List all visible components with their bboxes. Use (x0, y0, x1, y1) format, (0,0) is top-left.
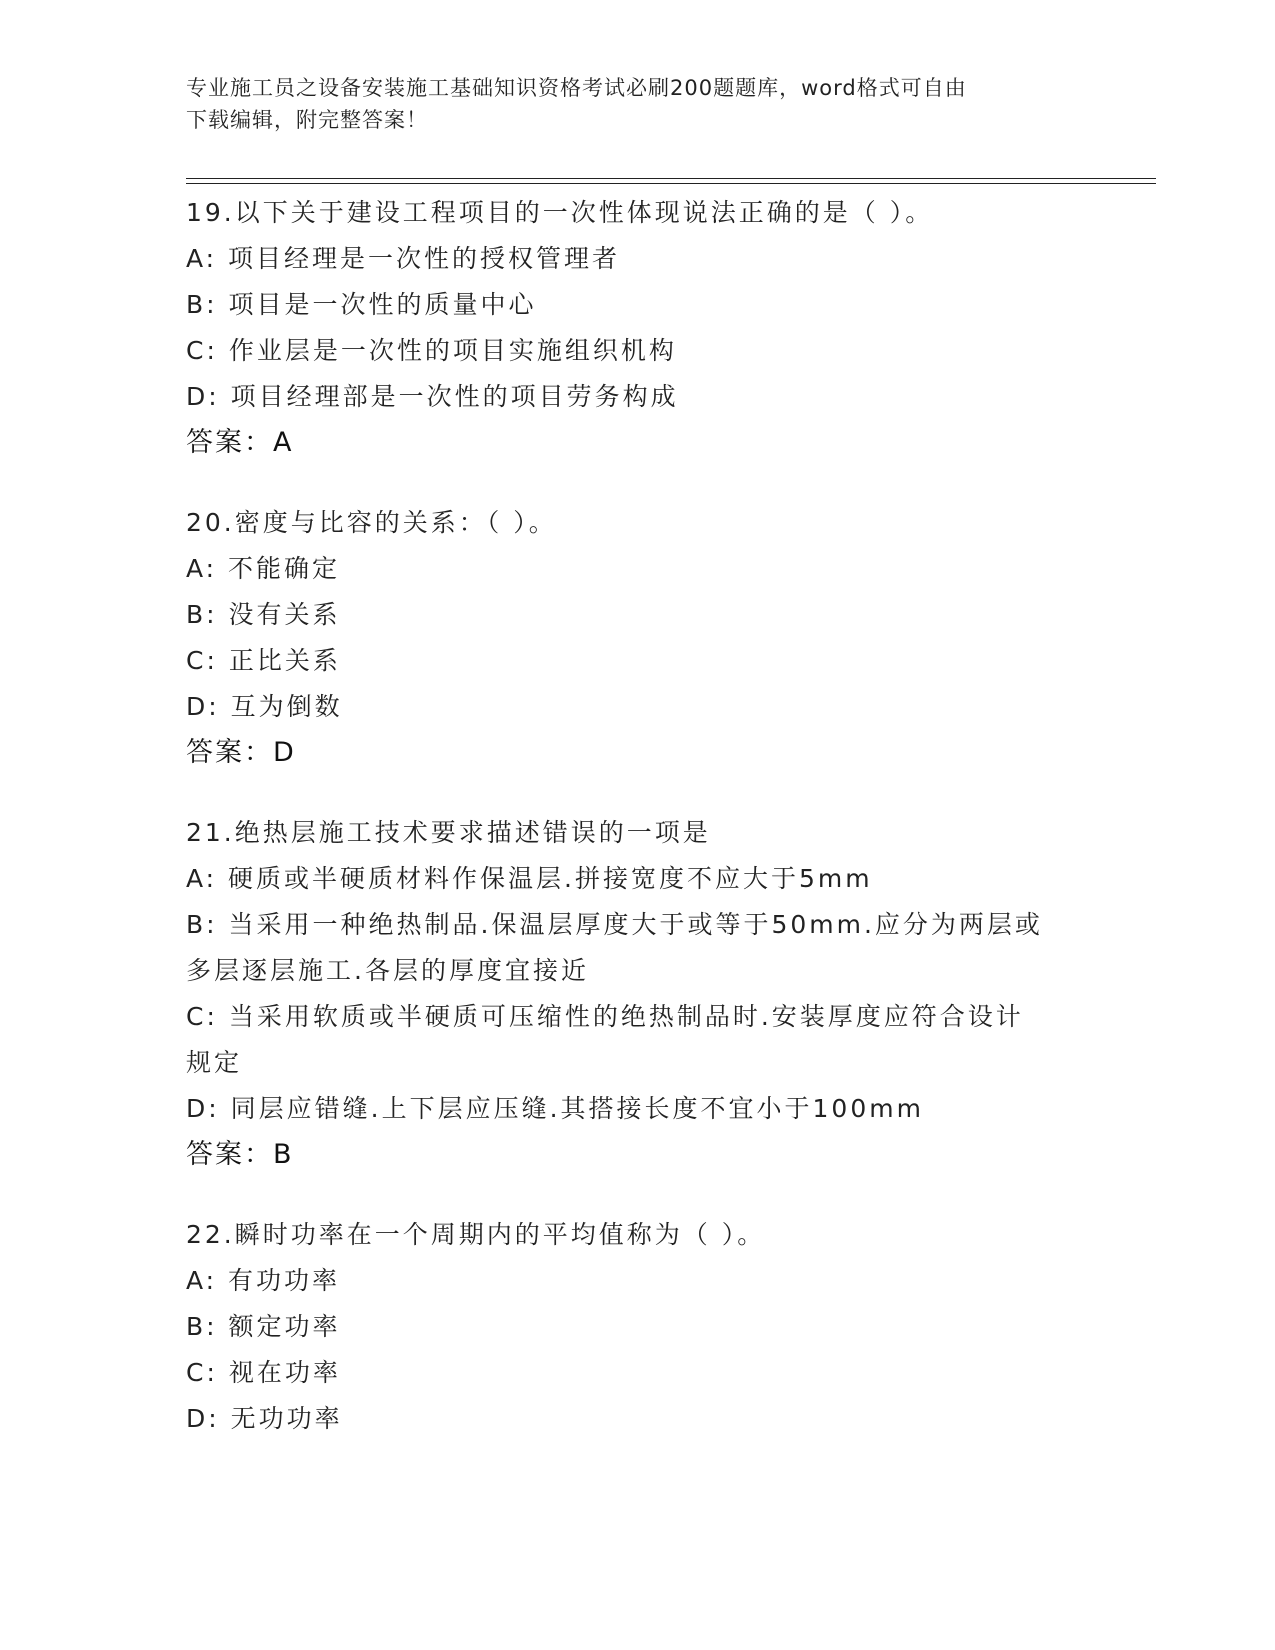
question-stem: 19.以下关于建设工程项目的一次性体现说法正确的是（ ）。 (186, 198, 934, 227)
option-b: B: 当采用一种绝热制品.保温层厚度大于或等于50mm.应分为两层或多层逐层施工.各层的厚度宜接近 (186, 910, 1043, 985)
option-a: A: 项目经理是一次性的授权管理者 (186, 244, 621, 273)
option-b: B: 额定功率 (186, 1312, 341, 1341)
option-c: C: 正比关系 (186, 646, 341, 675)
option-c: C: 作业层是一次性的项目实施组织机构 (186, 336, 677, 365)
question-stem: 20.密度与比容的关系：（ ）。 (186, 508, 557, 537)
header-line-2: 下载编辑，附完整答案！ (186, 108, 428, 132)
question-stem: 21.绝热层施工技术要求描述错误的一项是 (186, 818, 711, 847)
header-line-1: 专业施工员之设备安装施工基础知识资格考试必刷200题题库，word格式可自由 (186, 76, 967, 100)
option-b: B: 没有关系 (186, 600, 341, 629)
option-d: D: 项目经理部是一次性的项目劳务构成 (186, 382, 679, 411)
option-b: B: 项目是一次性的质量中心 (186, 290, 537, 319)
question-22 (186, 1212, 1086, 1442)
question-stem: 22.瞬时功率在一个周期内的平均值称为（ ）。 (186, 1220, 766, 1249)
option-a: A: 有功功率 (186, 1266, 341, 1295)
question-20 (186, 500, 1086, 776)
option-c: C: 视在功率 (186, 1358, 341, 1387)
option-c: C: 当采用软质或半硬质可压缩性的绝热制品时.安装厚度应符合设计规定 (186, 1002, 1024, 1077)
option-d: D: 互为倒数 (186, 692, 343, 721)
option-d: D: 无功功率 (186, 1404, 343, 1433)
answer-label: 答案：A (186, 427, 294, 458)
question-21 (186, 810, 1086, 1178)
header-divider-top (186, 178, 1156, 179)
question-list (186, 190, 1086, 1476)
option-a: A: 不能确定 (186, 554, 341, 583)
option-d: D: 同层应错缝.上下层应压缝.其搭接长度不宜小于100mm (186, 1094, 924, 1123)
answer-label: 答案：D (186, 737, 296, 768)
option-a: A: 硬质或半硬质材料作保温层.拼接宽度不应大于5mm (186, 864, 873, 893)
document-header (186, 72, 1086, 136)
header-divider-bottom (186, 183, 1156, 184)
question-19 (186, 190, 1086, 466)
answer-label: 答案：B (186, 1139, 294, 1170)
